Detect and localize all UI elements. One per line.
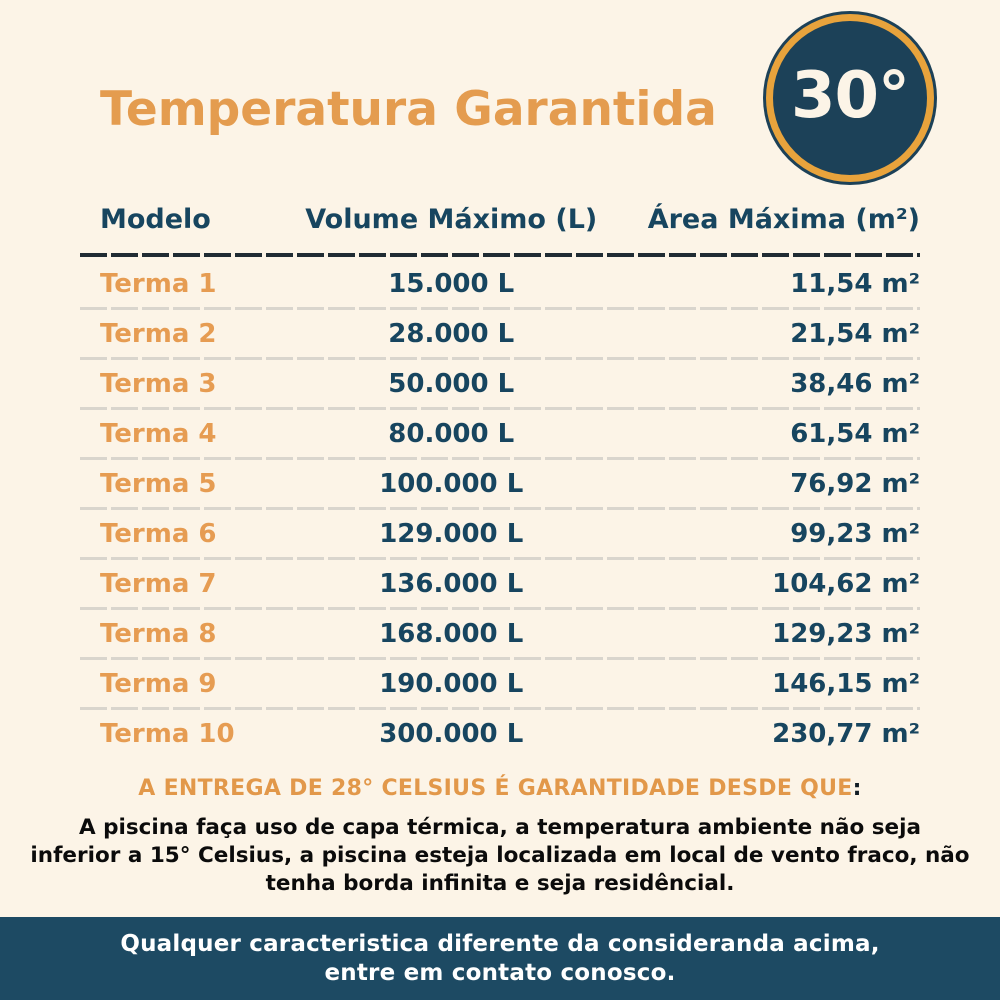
column-header-area: Área Máxima (m²) bbox=[647, 203, 920, 235]
temperature-badge-value: 30° bbox=[790, 59, 910, 133]
volume-cell: 80.000 L bbox=[388, 418, 515, 449]
volume-cell: 15.000 L bbox=[388, 268, 515, 299]
area-cell: 11,54 m² bbox=[790, 268, 920, 299]
table-body bbox=[80, 260, 920, 757]
area-cell: 146,15 m² bbox=[772, 668, 920, 699]
guarantee-heading bbox=[0, 776, 1000, 801]
table-header-row bbox=[80, 198, 920, 240]
column-header-model: Modelo bbox=[100, 203, 211, 235]
table-row bbox=[80, 510, 920, 557]
model-cell: Terma 3 bbox=[100, 368, 217, 399]
table-row bbox=[80, 560, 920, 607]
model-cell: Terma 8 bbox=[100, 618, 217, 649]
area-cell: 21,54 m² bbox=[790, 318, 920, 349]
footer-line: Qualquer caracteristica diferente da consideranda acima, bbox=[120, 930, 880, 957]
volume-cell: 168.000 L bbox=[379, 618, 524, 649]
table-row bbox=[80, 410, 920, 457]
volume-cell: 129.000 L bbox=[379, 518, 524, 549]
guarantee-notes bbox=[0, 776, 1000, 898]
temperature-badge bbox=[766, 14, 934, 182]
area-cell: 104,62 m² bbox=[772, 568, 920, 599]
model-cell: Terma 7 bbox=[100, 568, 217, 599]
volume-cell: 136.000 L bbox=[379, 568, 524, 599]
volume-cell: 28.000 L bbox=[388, 318, 515, 349]
guarantee-conditions bbox=[0, 814, 1000, 898]
model-cell: Terma 4 bbox=[100, 418, 217, 449]
footer-line: entre em contato conosco. bbox=[324, 959, 676, 986]
table-row bbox=[80, 710, 920, 757]
volume-cell: 50.000 L bbox=[388, 368, 515, 399]
table-row bbox=[80, 260, 920, 307]
area-cell: 99,23 m² bbox=[790, 518, 920, 549]
model-cell: Terma 5 bbox=[100, 468, 217, 499]
guarantee-heading-colon: : bbox=[852, 776, 862, 801]
table-row bbox=[80, 610, 920, 657]
table-row bbox=[80, 460, 920, 507]
model-cell: Terma 1 bbox=[100, 268, 217, 299]
page-title: Temperatura Garantida bbox=[100, 82, 717, 137]
area-cell: 230,77 m² bbox=[772, 718, 920, 749]
volume-cell: 300.000 L bbox=[379, 718, 524, 749]
volume-cell: 100.000 L bbox=[379, 468, 524, 499]
volume-cell: 190.000 L bbox=[379, 668, 524, 699]
model-cell: Terma 2 bbox=[100, 318, 217, 349]
table-row bbox=[80, 360, 920, 407]
spec-table bbox=[80, 198, 920, 757]
header-divider bbox=[80, 253, 920, 257]
table-row bbox=[80, 660, 920, 707]
area-cell: 76,92 m² bbox=[790, 468, 920, 499]
model-cell: Terma 9 bbox=[100, 668, 217, 699]
condition-line: A piscina faça uso de capa térmica, a temperatura ambiente não seja bbox=[78, 815, 922, 840]
guarantee-heading-text: A ENTREGA DE 28° CELSIUS É GARANTIDADE DESDE QUE bbox=[138, 776, 853, 801]
area-cell: 38,46 m² bbox=[790, 368, 920, 399]
area-cell: 61,54 m² bbox=[790, 418, 920, 449]
column-header-volume: Volume Máximo (L) bbox=[305, 203, 598, 235]
condition-line: inferior a 15° Celsius, a piscina esteja localizada em local de vento fraco, não bbox=[30, 843, 970, 868]
area-cell: 129,23 m² bbox=[772, 618, 920, 649]
model-cell: Terma 10 bbox=[100, 718, 235, 749]
table-row bbox=[80, 310, 920, 357]
model-cell: Terma 6 bbox=[100, 518, 217, 549]
contact-footer bbox=[0, 917, 1000, 1000]
condition-line: tenha borda infinita e seja residêncial. bbox=[265, 871, 735, 896]
